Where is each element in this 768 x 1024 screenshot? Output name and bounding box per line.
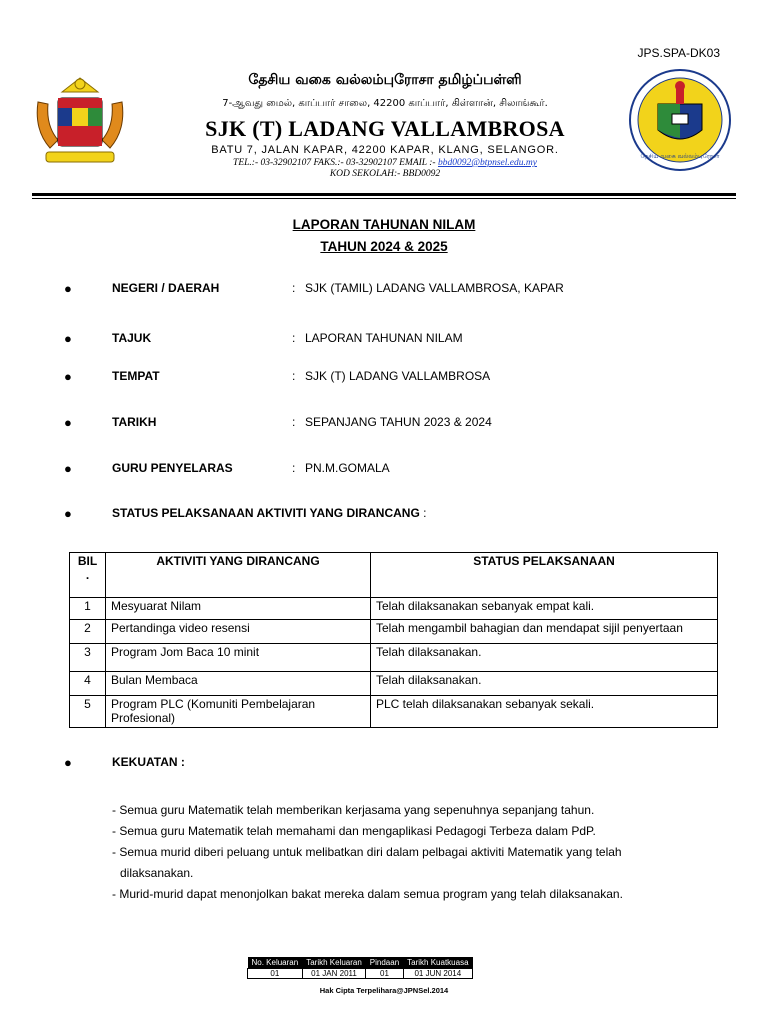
report-title: LAPORAN TAHUNAN NILAM <box>292 217 476 232</box>
report-year: TAHUN 2024 & 2025 <box>320 239 448 254</box>
row-activity: Program Jom Baca 10 minit <box>106 644 371 672</box>
contact-text: TEL.:- 03-32902107 FAKS.:- 03-32902107 EMAIL :- <box>233 158 438 168</box>
field-sep: : <box>292 461 296 475</box>
row-activity: Mesyuarat Nilam <box>106 598 371 620</box>
field-label: TEMPAT <box>112 369 160 383</box>
school-address: BATU 7, JALAN KAPAR, 42200 KAPAR, KLANG, SELANGOR. <box>211 144 559 156</box>
footer-value: 01 JUN 2014 <box>403 969 472 979</box>
field-sep: : <box>292 281 296 295</box>
status-heading: STATUS PELAKSANAAN AKTIVITI YANG DIRANCANG : <box>112 506 427 520</box>
tamil-school-name: தேசிய வகை வல்லம்புரோசா தமிழ்ப்பள்ளி <box>248 72 522 88</box>
header-divider-thin <box>32 198 736 199</box>
contact-line <box>150 158 620 168</box>
copyright: Hak Cipta Terpelihara@JPNSel.2014 <box>319 986 449 995</box>
list-item: - Semua murid diberi peluang untuk melibatkan diri dalam pelbagai aktiviti Matematik yang telah <box>112 845 622 859</box>
field-label: TARIKH <box>112 415 157 429</box>
row-activity: Program PLC (Komuniti Pembelajaran Profesional) <box>106 696 371 728</box>
bullet-icon: ● <box>64 506 72 521</box>
table-header-row <box>70 553 718 598</box>
field-value: SJK (TAMIL) LADANG VALLAMBROSA, KAPAR <box>305 281 564 295</box>
school-crest-icon <box>628 68 732 172</box>
footer-header: Tarikh Keluaran <box>302 957 366 969</box>
field-label: GURU PENYELARAS <box>112 461 233 475</box>
table-row <box>70 696 718 728</box>
table-row <box>70 644 718 672</box>
footer-header-row <box>248 957 473 969</box>
malaysia-coat-of-arms-icon <box>32 70 128 174</box>
table-row <box>70 620 718 644</box>
field-sep: : <box>292 331 296 345</box>
row-activity: Bulan Membaca <box>106 672 371 696</box>
school-name: SJK (T) LADANG VALLAMBROSA <box>205 116 565 141</box>
row-number: 3 <box>70 644 106 672</box>
field-label: NEGERI / DAERAH <box>112 281 220 295</box>
table-row <box>70 598 718 620</box>
list-item: dilaksanakan. <box>120 866 194 880</box>
activity-table <box>69 552 718 728</box>
row-number: 5 <box>70 696 106 728</box>
header-status: STATUS PELAKSANAAN <box>371 553 718 598</box>
row-status: Telah mengambil bahagian dan mendapat sijil penyertaan <box>371 620 718 644</box>
tamil-address: 7-ஆவது மைல், காப்பார் சாலை, 42200 காப்பார், கிள்ளான், சிலாங்கூர். <box>222 98 548 109</box>
header-divider <box>32 193 736 196</box>
bullet-icon: ● <box>64 331 72 346</box>
field-value: SJK (T) LADANG VALLAMBROSA <box>305 369 491 383</box>
field-label: TAJUK <box>112 331 152 345</box>
row-number: 4 <box>70 672 106 696</box>
bullet-icon: ● <box>64 415 72 430</box>
document-control-table <box>247 957 473 979</box>
list-item: - Murid-murid dapat menonjolkan bakat mereka dalam semua program yang telah dilaksanakan. <box>112 887 623 901</box>
list-item: - Semua guru Matematik telah memahami dan mengaplikasi Pedagogi Terbeza dalam PdP. <box>112 824 596 838</box>
field-value: LAPORAN TAHUNAN NILAM <box>305 331 463 345</box>
field-sep: : <box>292 415 296 429</box>
document-code: JPS.SPA-DK03 <box>637 46 720 60</box>
list-item: - Semua guru Matematik telah memberikan kerjasama yang sepenuhnya sepanjang tahun. <box>112 803 595 817</box>
footer-value-row <box>248 969 473 979</box>
row-status: Telah dilaksanakan sebanyak empat kali. <box>371 598 718 620</box>
field-sep: : <box>292 369 296 383</box>
bullet-icon: ● <box>64 369 72 384</box>
kekuatan-heading: KEKUATAN : <box>112 755 185 769</box>
footer-header: Pindaan <box>366 957 403 969</box>
table-row <box>70 672 718 696</box>
footer-header: Tarikh Kuatkuasa <box>403 957 472 969</box>
footer-value: 01 JAN 2011 <box>302 969 366 979</box>
row-number: 1 <box>70 598 106 620</box>
bullet-icon: ● <box>64 755 72 770</box>
footer-value: 01 <box>366 969 403 979</box>
right-crest-motto: தேசிய வகை வல்லம்புரோசா <box>640 153 720 160</box>
row-number: 2 <box>70 620 106 644</box>
row-status: Telah dilaksanakan. <box>371 672 718 696</box>
email-link[interactable]: bbd0092@btpnsel.edu.my <box>437 158 537 168</box>
footer-header: No. Keluaran <box>248 957 303 969</box>
field-value: PN.M.GOMALA <box>305 461 390 475</box>
row-status: PLC telah dilaksanakan sebanyak sekali. <box>371 696 718 728</box>
header-bil: BIL . <box>70 553 106 598</box>
bullet-icon: ● <box>64 461 72 476</box>
footer-value: 01 <box>248 969 303 979</box>
field-value: SEPANJANG TAHUN 2023 & 2024 <box>305 415 492 429</box>
row-activity: Pertandinga video resensi <box>106 620 371 644</box>
kekuatan-list <box>112 800 712 905</box>
school-header <box>150 70 620 179</box>
row-status: Telah dilaksanakan. <box>371 644 718 672</box>
bullet-icon: ● <box>64 281 72 296</box>
header-aktiviti: AKTIVITI YANG DIRANCANG <box>106 553 371 598</box>
school-code: KOD SEKOLAH:- BBD0092 <box>329 169 441 179</box>
